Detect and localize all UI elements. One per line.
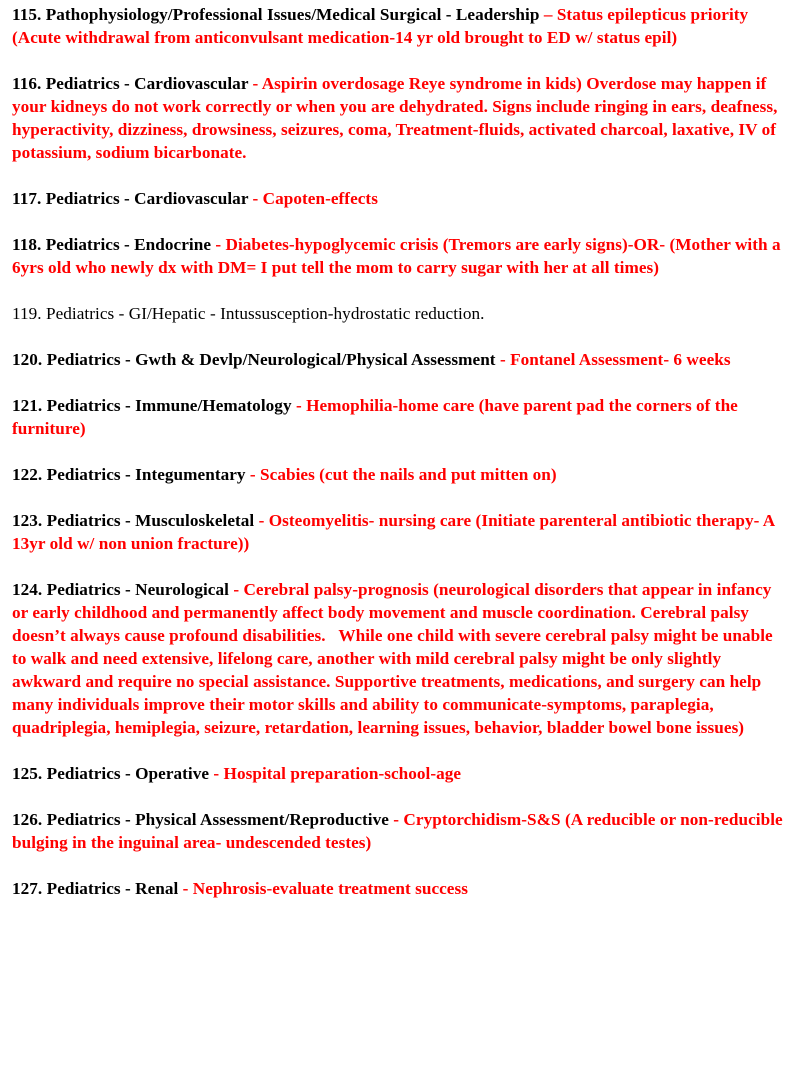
entry-separator: - bbox=[209, 764, 224, 783]
entry-category: Pediatrics - Endocrine bbox=[45, 235, 212, 254]
entry-category: Pediatrics - Neurological bbox=[46, 580, 229, 599]
entry-category: Pediatrics - Gwth & Devlp/Neurological/Physical Assessment bbox=[46, 350, 496, 369]
entry-separator: - bbox=[245, 465, 261, 484]
entry-content: Status epilepticus priority (Acute withdrawal from anticonvulsant medication-14 yr old brought to ED w/ status epil) bbox=[12, 5, 749, 47]
entry-separator: - bbox=[228, 580, 244, 599]
entry-category: Pediatrics - Cardiovascular bbox=[45, 74, 249, 93]
entry-content: Nephrosis-evaluate treatment success bbox=[192, 879, 468, 898]
entry-category: Pediatrics - Immune/Hematology bbox=[46, 396, 292, 415]
entry-content: Diabetes-hypoglycemic crisis (Tremors are early signs)-OR- (Mother with a 6yrs old who newly dx with DM= I put tell the mom to carry sugar with her at all times) bbox=[12, 235, 781, 277]
document-page bbox=[12, 3, 784, 923]
entry-category: Pathophysiology/Professional Issues/Medical Surgical - Leadership bbox=[45, 5, 540, 24]
entry-content: Hemophilia-home care (have parent pad the corners of the furniture) bbox=[12, 396, 738, 438]
entry-content: Osteomyelitis- nursing care (Initiate parenteral antibiotic therapy- A 13yr old w/ non union fracture)) bbox=[12, 511, 775, 553]
entry-separator: - bbox=[248, 189, 263, 208]
entry-number: 124. bbox=[12, 580, 43, 599]
entry-separator: - bbox=[495, 350, 511, 369]
entry-122 bbox=[12, 463, 784, 486]
entry-category: Pediatrics - Integumentary bbox=[46, 465, 246, 484]
entry-120 bbox=[12, 348, 784, 371]
entry-number: 116. bbox=[12, 74, 42, 93]
entry-separator: - bbox=[291, 396, 307, 415]
entry-number: 115. bbox=[12, 5, 42, 24]
entry-116 bbox=[12, 72, 784, 164]
entry-number: 119. bbox=[12, 304, 42, 323]
entry-content: Aspirin overdosage Reye syndrome in kids) Overdose may happen if your kidneys do not work correctly or when you are dehydrated. Signs include ringing in ears, deafness, hyperactivity, dizziness, drowsiness, seizures, coma, Treatment-fluids, activated charcoal, laxative, IV of potassium, sodium bicarbonate. bbox=[12, 74, 778, 162]
entry-number: 121. bbox=[12, 396, 43, 415]
entry-119 bbox=[12, 302, 784, 325]
entry-separator: - bbox=[178, 879, 193, 898]
entry-category: Pediatrics - GI/Hepatic bbox=[46, 304, 206, 323]
entry-separator: - bbox=[388, 810, 404, 829]
entry-117 bbox=[12, 187, 784, 210]
entry-separator: - bbox=[205, 304, 221, 323]
entry-number: 123. bbox=[12, 511, 43, 530]
entry-content: Fontanel Assessment- 6 weeks bbox=[510, 350, 731, 369]
entry-121 bbox=[12, 394, 784, 440]
entry-separator: - bbox=[248, 74, 262, 93]
entry-number: 120. bbox=[12, 350, 43, 369]
entry-separator: – bbox=[539, 5, 557, 24]
entry-number: 125. bbox=[12, 764, 43, 783]
entry-number: 122. bbox=[12, 465, 43, 484]
entry-content: Intussusception-hydrostatic reduction. bbox=[220, 304, 485, 323]
entry-content: Scabies (cut the nails and put mitten on) bbox=[260, 465, 557, 484]
entry-separator: - bbox=[211, 235, 226, 254]
entry-124 bbox=[12, 578, 784, 739]
entry-category: Pediatrics - Cardiovascular bbox=[45, 189, 249, 208]
entry-126 bbox=[12, 808, 784, 854]
entry-118 bbox=[12, 233, 784, 279]
entry-content: Cryptorchidism-S&S (A reducible or non-reducible bulging in the inguinal area- undescended testes) bbox=[12, 810, 783, 852]
entry-115 bbox=[12, 3, 784, 49]
entry-123 bbox=[12, 509, 784, 555]
entry-127 bbox=[12, 877, 784, 900]
entry-separator: - bbox=[254, 511, 269, 530]
entry-number: 126. bbox=[12, 810, 43, 829]
entry-category: Pediatrics - Physical Assessment/Reproductive bbox=[46, 810, 389, 829]
entry-125 bbox=[12, 762, 784, 785]
entry-content: Cerebral palsy-prognosis (neurological disorders that appear in infancy or early childhood and permanently affect body movement and muscle coordination. Cerebral palsy doesn’t always cause profound disabilities. While one child with severe cerebral palsy might be unable to walk and need extensive, lifelong care, another with mild cerebral palsy might be only slightly awkward and require no special assistance. Supportive treatments, medications, and surgery can help many individuals improve their motor skills and ability to communicate-symptoms, paraplegia, quadriplegia, hemiplegia, seizure, retardation, learning issues, behavior, bladder bowel bone issues) bbox=[12, 580, 773, 737]
entry-number: 117. bbox=[12, 189, 42, 208]
entry-content: Capoten-effects bbox=[262, 189, 378, 208]
entry-category: Pediatrics - Operative bbox=[46, 764, 210, 783]
entry-number: 127. bbox=[12, 879, 43, 898]
entry-category: Pediatrics - Renal bbox=[46, 879, 179, 898]
entry-number: 118. bbox=[12, 235, 42, 254]
entry-category: Pediatrics - Musculoskeletal bbox=[46, 511, 255, 530]
entry-content: Hospital preparation-school-age bbox=[223, 764, 462, 783]
